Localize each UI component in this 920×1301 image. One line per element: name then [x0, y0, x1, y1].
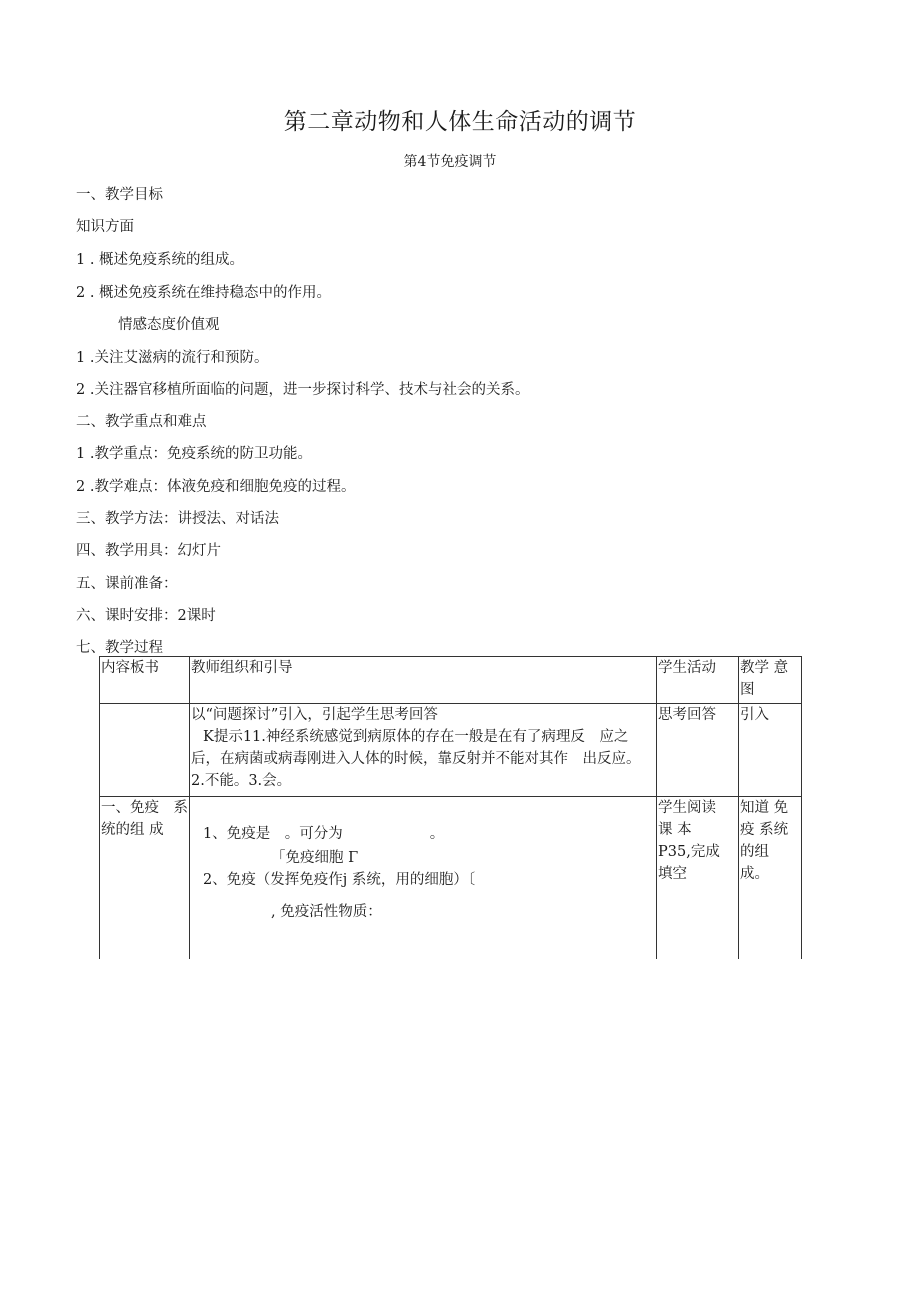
- cell-line: , 免疫活性物质：: [271, 904, 382, 920]
- table-cell: 思考回答: [657, 704, 739, 797]
- objective-item: 2 . 概述免疫系统在维持稳态中的作用。: [76, 285, 332, 301]
- cell-line: 后，在病菌或病毒刚进入人体的时候，靠反射并不能对其作 出反应。: [191, 751, 641, 767]
- cell-line: K提示11.神经系统感觉到病原体的存在一般是在有了病理反 应之: [203, 729, 629, 745]
- subheading-knowledge: 知识方面: [76, 219, 134, 235]
- teaching-process-table: [99, 656, 802, 959]
- attitude-item: 2 .关注器官移植所面临的问题，进一步探讨科学、技术与社会的关系。: [76, 382, 530, 398]
- attitude-item: 1 .关注艾滋病的流行和预防。: [76, 350, 269, 366]
- heading-objectives: 一、教学目标: [76, 187, 163, 203]
- heading-methods: 三、教学方法：讲授法、对话法: [76, 511, 279, 527]
- heading-process: 七、教学过程: [76, 640, 163, 656]
- cell-line: 2、免疫（发挥免疫作j 系统，用的细胞）〔: [203, 872, 476, 888]
- heading-preparation: 五、课前准备：: [76, 576, 178, 592]
- cell-line: 统的组 成: [101, 822, 164, 838]
- key-point-item: 1 .教学重点：免疫系统的防卫功能。: [76, 446, 312, 462]
- table-cell: [190, 797, 657, 960]
- cell-line: 疫 系统: [740, 822, 789, 838]
- heading-tools: 四、教学用具：幻灯片: [76, 543, 221, 559]
- header-cell: 学生活动: [657, 657, 739, 704]
- table-cell: 引入: [739, 704, 802, 797]
- table-cell: [739, 797, 802, 960]
- table-row: [100, 797, 802, 960]
- header-cell: 内容板书: [100, 657, 190, 704]
- cell-line: 1、免疫是 。可分为 。: [203, 826, 445, 842]
- cell-line: 成。: [740, 866, 769, 882]
- cell-line: 知道 免: [740, 800, 789, 816]
- cell-line: 「免疫细胞 Γ: [271, 850, 359, 866]
- cell-line: 学生阅读: [658, 800, 716, 816]
- heading-key-points: 二、教学重点和难点: [76, 414, 207, 430]
- document-title: 第二章动物和人体生命活动的调节: [283, 109, 637, 135]
- table-row: [100, 704, 802, 797]
- cell-line: 以“问题探讨”引入，引起学生思考回答: [191, 707, 438, 723]
- heading-schedule: 六、课时安排：2课时: [76, 608, 216, 624]
- table-cell: [190, 704, 657, 797]
- header-cell: 教师组织和引导: [190, 657, 657, 704]
- objective-item: 1 . 概述免疫系统的组成。: [76, 252, 245, 268]
- cell-line: P35,完成: [658, 844, 720, 860]
- table-cell: [100, 797, 190, 960]
- table-cell: [657, 797, 739, 960]
- table-header-row: [100, 657, 802, 704]
- header-cell: 教学 意图: [739, 657, 802, 704]
- cell-line: 2.不能。3.会。: [191, 773, 292, 789]
- section-subtitle: 第4节免疫调节: [403, 154, 497, 170]
- cell-line: 的组: [740, 844, 769, 860]
- difficulty-item: 2 .教学难点：体液免疫和细胞免疫的过程。: [76, 479, 356, 495]
- cell-line: 课 本: [658, 822, 692, 838]
- cell-line: 填空: [658, 866, 687, 882]
- cell-line: 一、免疫 系: [101, 800, 188, 816]
- table-cell: [100, 704, 190, 797]
- subheading-attitude: 情感态度价值观: [118, 317, 220, 333]
